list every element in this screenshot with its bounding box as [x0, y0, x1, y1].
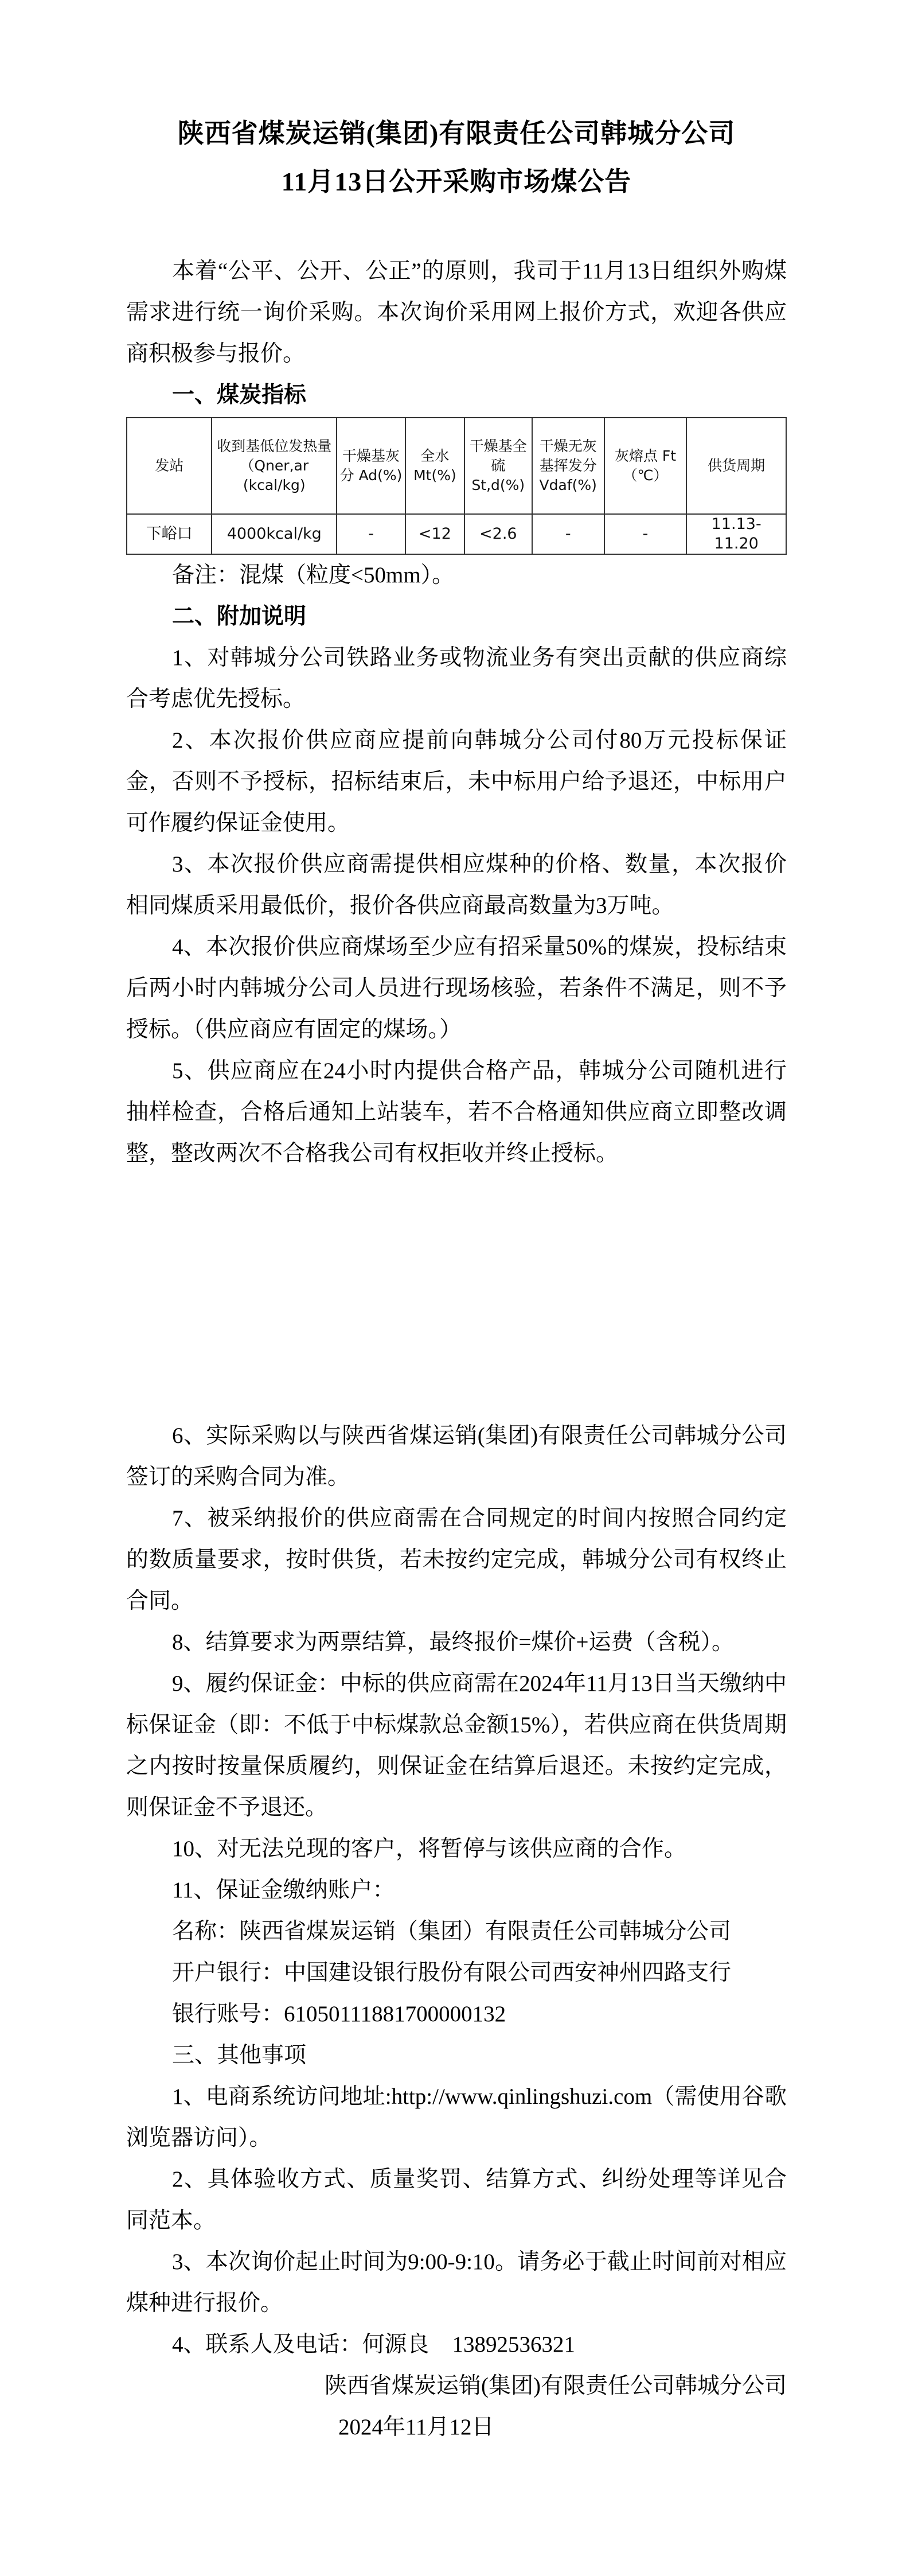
account-bank: 开户银行：中国建设银行股份有限公司西安神州四路支行: [172, 1960, 732, 1985]
contact-phone: 13892536321: [452, 2332, 576, 2357]
header-moisture: 全水 Mt(%): [405, 418, 464, 514]
list-item: 11、保证金缴纳账户：: [172, 1878, 395, 1902]
list-item: 7、被采纳报价的供应商需在合同规定的时间内按照合同约定的数质量要求，按时供货，若未按约定完成，韩城分公司有权终止合同。: [126, 1506, 787, 1613]
intro-paragraph: 本着“公平、公开、公正”的原则，我司于11月13日组织外购煤需求进行统一询价采购。本次询价采用网上报价方式，欢迎各供应商积极参与报价。: [126, 259, 787, 366]
list-item: 3、本次报价供应商需提供相应煤种的价格、数量，本次报价相同煤质采用最低价，报价各供应商最高数量为3万吨。: [126, 852, 787, 918]
page-break-gap: [126, 1174, 787, 1415]
account-name: 名称：陕西省煤炭运销（集团）有限责任公司韩城分公司: [172, 1919, 732, 1944]
list-item: 5、供应商应在24小时内提供合格产品，韩城分公司随机进行抽样检查，合格后通知上站装车，若不合格通知供应商立即整改调整，整改两次不合格我公司有权拒收并终止授标。: [126, 1059, 787, 1166]
list-item: 8、结算要求为两票结算，最终报价=煤价+运费（含税）。: [172, 1630, 734, 1655]
document-body: [126, 251, 787, 2448]
list-item: 9、履约保证金：中标的供应商需在2024年11月13日当天缴纳中标保证金（即：不低于中标煤款总金额15%），若供应商在供货周期之内按时按量保质履约，则保证金在结算后退还。未按约定完成，则保证金不予退还。: [126, 1671, 787, 1820]
list-item: 1、电商系统访问地址:http://www.qinlingshuzi.com（需使用谷歌浏览器访问）。: [126, 2084, 787, 2150]
contact-label: 4、联系人及电话：何源良: [172, 2332, 429, 2357]
list-item: 2、具体验收方式、质量奖罚、结算方式、纠纷处理等详见合同范本。: [126, 2167, 787, 2233]
cell-ash: -: [337, 514, 405, 554]
contact-line: [126, 2324, 787, 2365]
header-ash: 干燥基灰分 Ad(%): [337, 418, 405, 514]
list-item: 10、对无法兑现的客户，将暂停与该供应商的合作。: [172, 1836, 687, 1861]
coal-spec-table: [126, 417, 787, 555]
coal-note: 备注：混煤（粒度<50mm）。: [172, 563, 455, 587]
header-supply-period: 供货周期: [686, 418, 786, 514]
table-row: [127, 514, 786, 554]
header-station: 发站: [127, 418, 212, 514]
section1-heading: 一、煤炭指标: [172, 382, 307, 408]
signature-date: 2024年11月12日: [338, 2415, 494, 2439]
section2-heading: 二、附加说明: [172, 604, 307, 629]
list-item: 2、本次报价供应商应提前向韩城分公司付80万元投标保证金，否则不予授标，招标结束后，未中标用户给予退还，中标用户可作履约保证金使用。: [126, 728, 787, 835]
cell-moisture: <12: [405, 514, 464, 554]
cell-ash-fusion: -: [604, 514, 687, 554]
document-title-line1: 陕西省煤炭运销(集团)有限责任公司韩城分公司: [177, 119, 736, 148]
cell-supply-period: 11.13-11.20: [686, 514, 786, 554]
signature-company: 陕西省煤炭运销(集团)有限责任公司韩城分公司: [325, 2373, 787, 2398]
account-number: 银行账号：61050111881700000132: [172, 2002, 506, 2026]
document-title-line2: 11月13日公开采购市场煤公告: [281, 167, 632, 196]
cell-calorific: 4000kcal/kg: [212, 514, 337, 554]
section3-heading: 三、其他事项: [172, 2043, 307, 2068]
header-volatile: 干燥无灰基挥发分 Vdaf(%): [532, 418, 604, 514]
table-header-row: [127, 418, 786, 514]
header-ash-fusion: 灰熔点 Ft（℃）: [604, 418, 687, 514]
cell-volatile: -: [532, 514, 604, 554]
header-sulfur: 干燥基全硫 St,d(%): [464, 418, 532, 514]
header-calorific: 收到基低位发热量（Qner,ar (kcal/kg): [212, 418, 337, 514]
list-item: 6、实际采购以与陕西省煤运销(集团)有限责任公司韩城分公司签订的采购合同为准。: [126, 1423, 787, 1489]
list-item: 4、本次报价供应商煤场至少应有招采量50%的煤炭，投标结束后两小时内韩城分公司人员进行现场核验，若条件不满足，则不予授标。（供应商应有固定的煤场。）: [126, 935, 787, 1042]
list-item: 3、本次询价起止时间为9:00-9:10。请务必于截止时间前对相应煤种进行报价。: [126, 2250, 787, 2316]
list-item: 1、对韩城分公司铁路业务或物流业务有突出贡献的供应商综合考虑优先授标。: [126, 645, 787, 711]
cell-station: 下峪口: [127, 514, 212, 554]
cell-sulfur: <2.6: [464, 514, 532, 554]
